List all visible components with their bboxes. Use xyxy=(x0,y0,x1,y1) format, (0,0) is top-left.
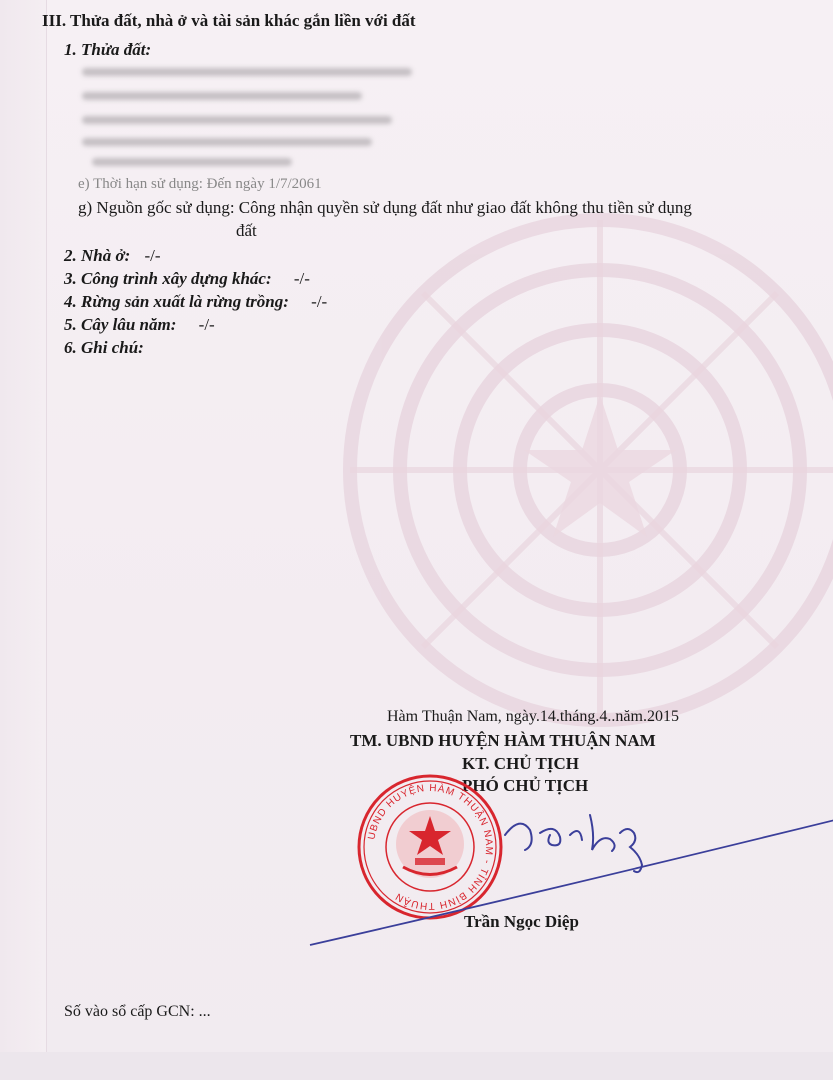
signature-pen-stroke xyxy=(300,810,833,955)
seal-text: UBND HUYỆN HÀM THUẬN NAM - TỈNH BÌNH THUẬN xyxy=(366,782,495,912)
production-forest-value: -/- xyxy=(311,292,328,311)
deputy-line: KT. CHỦ TỊCH xyxy=(462,754,579,773)
origin-line-cont: đất xyxy=(236,221,257,240)
page-left-edge xyxy=(0,0,47,1080)
production-forest-row xyxy=(64,292,327,312)
perennial-trees-label: 5. Cây lâu năm: xyxy=(64,315,177,334)
place-date: Hàm Thuận Nam, ngày.14.tháng.4..năm.2015 xyxy=(387,708,679,725)
notes-label: 6. Ghi chú: xyxy=(64,338,144,357)
land-parcel-heading: 1. Thửa đất: xyxy=(64,40,152,59)
use-term-line: e) Thời hạn sử dụng: Đến ngày 1/7/2061 xyxy=(78,176,322,192)
position-line: PHÓ CHỦ TỊCH xyxy=(462,776,589,795)
production-forest-label: 4. Rừng sản xuất là rừng trồng: xyxy=(64,292,289,311)
document-title: III. Thửa đất, nhà ở và tài sản khác gắn liền với đất xyxy=(42,11,416,30)
signer-name: Trần Ngọc Diệp xyxy=(464,912,579,931)
house-value: -/- xyxy=(144,246,161,265)
perennial-trees-row xyxy=(64,315,215,335)
origin-line: g) Nguồn gốc sử dụng: Công nhận quyền sử dụng đất như giao đất không thu tiền sử dụng xyxy=(78,198,692,217)
page-bottom-edge xyxy=(0,1052,833,1080)
perennial-trees-value: -/- xyxy=(198,315,215,334)
other-construction-row xyxy=(64,269,310,289)
other-construction-value: -/- xyxy=(293,269,310,288)
issuing-authority: TM. UBND HUYỆN HÀM THUẬN NAM xyxy=(350,731,656,750)
house-row xyxy=(64,246,161,266)
national-emblem-watermark xyxy=(300,180,833,760)
registry-number-label: Số vào sổ cấp GCN: ... xyxy=(64,1003,211,1020)
redacted-parcel-details xyxy=(82,58,422,178)
other-construction-label: 3. Công trình xây dựng khác: xyxy=(64,269,272,288)
house-label: 2. Nhà ở: xyxy=(64,246,131,265)
